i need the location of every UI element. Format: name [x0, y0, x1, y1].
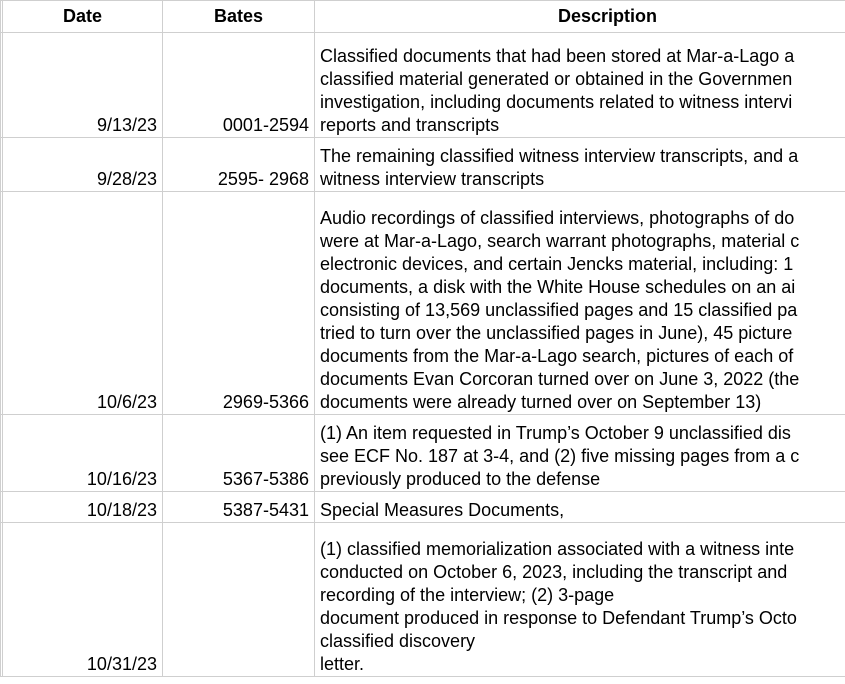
- table-row: [1, 492, 845, 523]
- description-line: recording of the interview; (2) 3-page: [320, 585, 615, 605]
- date-cell[interactable]: 10/6/23: [3, 192, 163, 415]
- description-line: documents, a disk with the White House schedules on an ai: [320, 277, 796, 297]
- description-line: witness interview transcripts: [320, 169, 545, 189]
- description-line: The remaining classified witness interview transcripts, and a: [320, 146, 799, 166]
- description-cell[interactable]: [315, 523, 845, 677]
- table-row: [1, 192, 845, 415]
- description-cell[interactable]: [315, 492, 845, 523]
- bates-cell[interactable]: 2969-5366: [163, 192, 315, 415]
- description-line: Special Measures Documents,: [320, 500, 565, 520]
- description-line: investigation, including documents related to witness intervi: [320, 92, 793, 112]
- description-line: document produced in response to Defendant Trump’s Octo: [320, 608, 797, 628]
- description-line: Classified documents that had been stored at Mar-a-Lago a: [320, 46, 795, 66]
- date-cell[interactable]: 9/13/23: [3, 33, 163, 138]
- description-line: previously produced to the defense: [320, 469, 601, 489]
- header-description[interactable]: Description: [315, 1, 845, 33]
- table-row: [1, 415, 845, 492]
- bates-cell[interactable]: [163, 523, 315, 677]
- description-line: consisting of 13,569 unclassified pages and 15 classified pa: [320, 300, 798, 320]
- description-line: see ECF No. 187 at 3-4, and (2) five missing pages from a c: [320, 446, 800, 466]
- description-line: were at Mar-a-Lago, search warrant photographs, material c: [320, 231, 800, 251]
- bates-cell[interactable]: 2595- 2968: [163, 138, 315, 192]
- date-cell[interactable]: 10/16/23: [3, 415, 163, 492]
- table-row: [1, 33, 845, 138]
- bates-cell[interactable]: 0001-2594: [163, 33, 315, 138]
- date-cell[interactable]: 9/28/23: [3, 138, 163, 192]
- description-line: documents from the Mar-a-Lago search, pictures of each of: [320, 346, 794, 366]
- bates-cell[interactable]: 5367-5386: [163, 415, 315, 492]
- description-line: tried to turn over the unclassified pages in June), 45 picture: [320, 323, 793, 343]
- description-cell[interactable]: [315, 138, 845, 192]
- description-cell[interactable]: [315, 415, 845, 492]
- table-row: [1, 523, 845, 677]
- description-line: documents Evan Corcoran turned over on June 3, 2022 (the: [320, 369, 800, 389]
- date-cell[interactable]: 10/31/23: [3, 523, 163, 677]
- description-cell[interactable]: [315, 33, 845, 138]
- table-row: [1, 138, 845, 192]
- description-line: (1) An item requested in Trump’s October 9 unclassified dis: [320, 423, 791, 443]
- header-row: [1, 1, 845, 33]
- bates-cell[interactable]: 5387-5431: [163, 492, 315, 523]
- description-line: Audio recordings of classified interviews, photographs of do: [320, 208, 795, 228]
- date-cell[interactable]: 10/18/23: [3, 492, 163, 523]
- description-line: letter.: [320, 654, 365, 674]
- header-date[interactable]: Date: [3, 1, 163, 33]
- description-line: (1) classified memorialization associated with a witness inte: [320, 539, 795, 559]
- description-line: reports and transcripts: [320, 115, 500, 135]
- header-bates[interactable]: Bates: [163, 1, 315, 33]
- description-line: conducted on October 6, 2023, including the transcript and: [320, 562, 788, 582]
- description-cell[interactable]: [315, 192, 845, 415]
- description-line: documents were already turned over on September 13): [320, 392, 762, 412]
- description-line: electronic devices, and certain Jencks material, including: 1: [320, 254, 794, 274]
- description-line: classified discovery: [320, 631, 476, 651]
- description-line: classified material generated or obtained in the Governmen: [320, 69, 793, 89]
